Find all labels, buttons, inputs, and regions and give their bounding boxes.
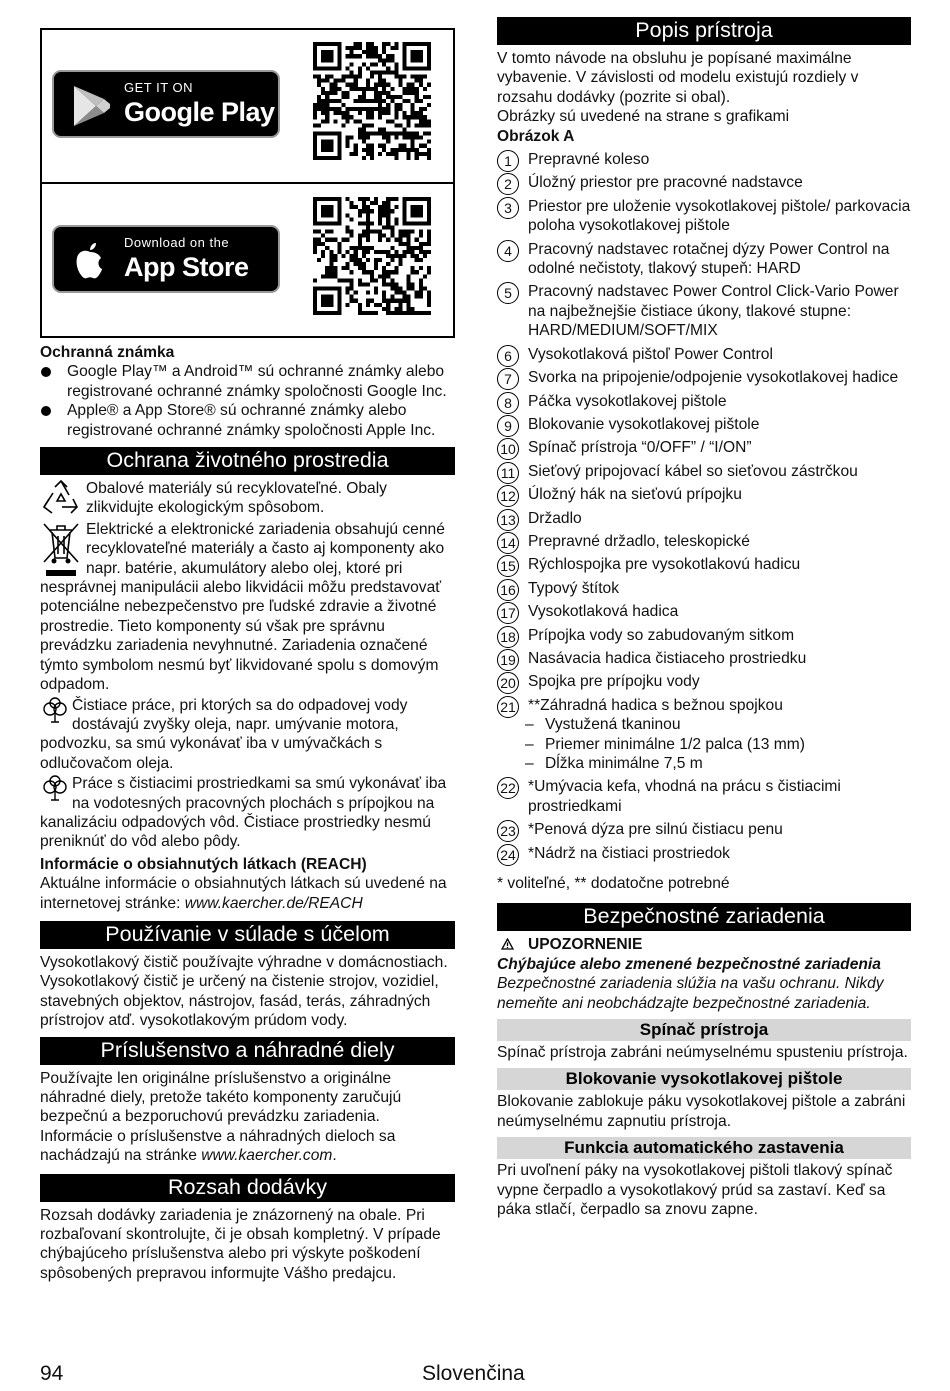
warning-text: Bezpečnostné zariadenia slúžia na vašu ochranu. Nikdy nemeňte ani neobchádzajte bezpečnostné zariadenia. [497, 975, 884, 1012]
parts-list-item [497, 696, 911, 715]
parts-list-item [497, 820, 911, 839]
reach-link[interactable]: www.kaercher.de/REACH [184, 894, 363, 912]
warning-heading [497, 935, 911, 954]
item-text: *Nádrž na čistiaci prostriedok [528, 844, 730, 862]
env-packaging [40, 479, 455, 518]
parts-list-item [497, 173, 911, 192]
apple-icon [68, 239, 112, 283]
item-text: Vysokotlaková pištoľ Power Control [528, 345, 773, 363]
item-text: Blokovanie vysokotlakovej pištole [528, 415, 760, 433]
parts-list-item [497, 392, 911, 411]
subsection-title-auto-stop: Funkcia automatického zastavenia [497, 1137, 911, 1159]
env-detergent [40, 774, 455, 852]
section-title-accessories: Príslušenstvo a náhradné diely [40, 1037, 455, 1065]
parts-list-item [497, 438, 911, 457]
item-text: Prepravné koleso [528, 151, 650, 169]
oil-drop-icon [40, 696, 70, 726]
app-store-box [40, 28, 455, 338]
env-packaging-text: Obalové materiály sú recyklovateľné. Obaly zlikvidujte ekologickým spôsobom. [86, 480, 387, 517]
google-play-row [42, 30, 453, 184]
google-play-qr-code [313, 42, 431, 160]
hose-requirement-item [497, 735, 911, 754]
left-column [40, 16, 455, 1283]
item-number-badge: 8 [497, 392, 519, 414]
item-text: Sieťový pripojovací kábel so sieťovou zástrčkou [528, 462, 858, 480]
google-play-badge[interactable] [52, 70, 280, 138]
parts-list-item [497, 626, 911, 645]
bullet-text: Apple® a App Store® sú ochranné známky alebo registrované ochranné známky spoločnosti Apple Inc. [67, 402, 436, 439]
item-number-badge: 12 [497, 485, 519, 507]
hose-requirement-item [497, 715, 911, 734]
parts-list [497, 150, 911, 863]
item-number-badge: 14 [497, 532, 519, 554]
accessories-link[interactable]: www.kaercher.com [201, 1147, 333, 1165]
parts-list-item [497, 555, 911, 574]
accessories-period: . [332, 1147, 337, 1165]
parts-list-item [497, 415, 911, 434]
footer-language: Slovenčina [422, 1362, 525, 1385]
right-column [497, 16, 911, 1220]
item-text: Svorka na pripojenie/odpojenie vysokotlakovej hadice [528, 369, 899, 387]
item-text: Vysokotlaková hadica [528, 603, 679, 621]
item-number-badge: 23 [497, 820, 519, 842]
section-title-safety: Bezpečnostné zariadenia [497, 903, 911, 931]
description-footnote: * voliteľné, ** dodatočne potrebné [497, 875, 730, 893]
parts-list-item [497, 777, 911, 816]
item-number-badge: 5 [497, 282, 519, 304]
reach-text: Aktuálne informácie o obsiahnutých látkach sú uvedené na internetovej stránke: [40, 875, 447, 912]
item-text: Pracovný nadstavec rotačnej dýzy Power Control na odolné nečistoty, tlakový stupeň: HARD [528, 240, 890, 278]
google-play-icon [68, 84, 112, 128]
hose-requirement-text: Priemer minimálne 1/2 palca (13 mm) [545, 735, 805, 753]
env-electrical-text: Elektrické a elektronické zariadenia obsahujú cenné recyklovateľné materiály a často aj komponenty ako napr. batérie, akumulátory alebo olej, ktoré pri nesprávnej manipulácii alebo likvidácii môžu predstavovať potenciálne nebezpečenstvo pre ľudské zdravie a životné prostredie. Tieto komponenty sú však pre správnu prevádzku zariadenia nevyhnutné. Zariadenia označené týmto symbolom nesmú byť likvidované spolu s domovým odpadom. [40, 520, 445, 694]
section-title-use: Používanie v súlade s účelom [40, 921, 455, 949]
lock-text: Blokovanie zablokuje páku vysokotlakovej pištole a zabráni neúmyselnému zapnutiu prístroja. [497, 1093, 906, 1130]
dash-icon: – [525, 735, 534, 753]
item-number-badge: 21 [497, 696, 519, 718]
env-oil [40, 696, 455, 774]
parts-list-item [497, 509, 911, 528]
env-detergent-text: Práce s čistiacimi prostriedkami sa smú vykonávať iba na vodotesných pracovných plochách s prípojkou na kanalizáciu odpadových vôd. Čistiace prostriedky nesmú preniknúť do vôd alebo pôdy. [40, 775, 447, 851]
item-text: **Záhradná hadica s bežnou spojkou [528, 696, 783, 714]
description-intro: V tomto návode na obsluhu je popísané maximálne vybavenie. V závislosti od modelu existujú rozdiely v rozsahu dodávky (pozrite si obal). [497, 50, 859, 106]
item-text: Úložný hák na sieťovú prípojku [528, 486, 742, 504]
item-number-badge: 7 [497, 368, 519, 390]
item-text: *Penová dýza pre silnú čistiacu penu [528, 821, 783, 839]
item-text: Prepravné držadlo, teleskopické [528, 532, 750, 550]
parts-list-item [497, 672, 911, 691]
bullet-text: Google Play™ a Android™ sú ochranné známky alebo registrované ochranné známky spoločnosti Google Inc. [67, 363, 447, 400]
section-title-scope: Rozsah dodávky [40, 1174, 455, 1202]
warning-bold-text: Chýbajúce alebo zmenené bezpečnostné zariadenia [497, 955, 881, 973]
item-text: Úložný priestor pre pracovné nadstavce [528, 174, 803, 192]
item-number-badge: 4 [497, 240, 519, 262]
item-text: Prípojka vody so zabudovaným sitkom [528, 626, 795, 644]
item-number-badge: 9 [497, 415, 519, 437]
accessories-paragraph-1: Používajte len originálne príslušenstvo a originálne náhradné diely, pretože takéto komponenty zaručujú bezpečnú a bezporuchovú prevádzku zariadenia. [40, 1069, 402, 1126]
scope-paragraph: Rozsah dodávky zariadenia je znázornený na obale. Pri rozbaľovaní skontrolujte, či je obsah kompletný. V prípade chýbajúceho príslušenstva alebo pri výskyte poškodení spôsobených prepravou informujte Vášho predajcu. [40, 1206, 441, 1282]
trademark-bullet-apple [40, 401, 455, 440]
google-badge-caption: GET IT ON [124, 80, 194, 95]
item-text: Spínač prístroja “0/OFF” / “I/ON” [528, 439, 752, 457]
accessories-text: Informácie o príslušenstve a náhradných dieloch sa nachádzajú na stránke [40, 1127, 396, 1165]
parts-list-item [497, 649, 911, 668]
subsection-title-switch: Spínač prístroja [497, 1019, 911, 1041]
item-number-badge: 18 [497, 626, 519, 648]
item-number-badge: 19 [497, 649, 519, 671]
crossed-bin-icon [40, 520, 82, 578]
parts-list-item [497, 345, 911, 364]
item-number-badge: 10 [497, 438, 519, 460]
description-figures: Obrázky sú uvedené na strane s grafikami [497, 108, 790, 126]
apple-badge-caption: Download on the [124, 235, 230, 250]
use-paragraph-1: Vysokotlakový čistič používajte výhradne v domácnostiach. [40, 953, 448, 971]
auto-stop-text: Pri uvoľnení páky na vysokotlakovej pištoli tlakový spínač vypne čerpadlo a vysokotlakový prúd sa zastaví. Keď sa páka stlačí, čerpadlo sa znovu zapne. [497, 1162, 893, 1219]
item-text: *Umývacia kefa, vhodná na prácu s čistiacimi prostriedkami [528, 778, 841, 815]
parts-list-item [497, 282, 911, 340]
section-title-description: Popis prístroja [497, 17, 911, 45]
accessories-paragraph-2 [40, 1127, 455, 1166]
reach-paragraph [40, 874, 455, 913]
item-number-badge: 13 [497, 509, 519, 531]
parts-list-item [497, 462, 911, 481]
trademark-heading: Ochranná známka [40, 344, 175, 361]
page-number: 94 [40, 1362, 64, 1385]
env-electrical [40, 520, 455, 695]
item-number-badge: 17 [497, 602, 519, 624]
dash-icon: – [525, 755, 534, 772]
item-number-badge: 16 [497, 579, 519, 601]
warning-triangle-icon [501, 938, 514, 950]
item-text: Spojka pre prípojku vody [528, 673, 700, 691]
item-text: Páčka vysokotlakovej pištole [528, 392, 727, 410]
app-store-qr-code [313, 197, 431, 315]
item-text: Držadlo [528, 509, 582, 527]
dash-icon: – [525, 716, 534, 734]
apple-badge-title: App Store [124, 252, 249, 282]
parts-list-item [497, 240, 911, 279]
hose-requirement-text: Dĺžka minimálne 7,5 m [545, 755, 703, 772]
parts-list-item [497, 368, 911, 387]
app-store-row [42, 185, 453, 339]
item-text: Nasávacia hadica čistiaceho prostriedku [528, 649, 807, 667]
item-number-badge: 1 [497, 150, 519, 172]
bullet-dot-icon [41, 367, 51, 377]
reach-heading: Informácie o obsiahnutých látkach (REACH) [40, 855, 367, 873]
item-text: Rýchlospojka pre vysokotlakovú hadicu [528, 556, 801, 574]
parts-list-item [497, 485, 911, 504]
parts-list-item [497, 532, 911, 551]
recycling-icon [40, 479, 82, 519]
parts-list-item [497, 197, 911, 236]
hose-requirement-item [497, 754, 911, 773]
bullet-dot-icon [41, 406, 51, 416]
item-number-badge: 3 [497, 197, 519, 219]
item-text: Typový štítok [528, 579, 619, 597]
hose-requirement-text: Vystužená tkaninou [545, 716, 681, 734]
item-number-badge: 11 [497, 462, 519, 484]
item-number-badge: 6 [497, 345, 519, 367]
env-oil-text: Čistiace práce, pri ktorých sa do odpadovej vody dostávajú zvyšky oleja, napr. umývanie motora, podvozku, sa smú vykonávať iba v umývačkách s odlučovačom oleja. [40, 696, 408, 772]
item-text: Pracovný nadstavec Power Control Click-Vario Power na najbežnejšie čistiace úkony, tlakové stupne: HARD/MEDIUM/SOFT/MIX [528, 283, 899, 340]
item-number-badge: 20 [497, 672, 519, 694]
use-paragraph-2: Vysokotlakový čistič je určený na čistenie strojov, vozidiel, stavebných objektov, nástrojov, fasád, terás, záhradných prístrojov atď. vysokotlakovým prúdom vody. [40, 973, 439, 1030]
app-store-badge[interactable] [52, 225, 280, 293]
parts-list-item [497, 844, 911, 863]
item-number-badge: 2 [497, 173, 519, 195]
parts-list-item [497, 602, 911, 621]
detergent-tree-icon [40, 774, 70, 804]
parts-list-item [497, 579, 911, 598]
subsection-title-lock: Blokovanie vysokotlakovej pištole [497, 1068, 911, 1090]
parts-list-item [497, 150, 911, 169]
section-title-environment: Ochrana životného prostredia [40, 447, 455, 475]
switch-text: Spínač prístroja zabráni neúmyselnému spusteniu prístroja. [497, 1044, 908, 1062]
trademark-bullet-google [40, 362, 455, 401]
item-text: Priestor pre uloženie vysokotlakovej pištole/ parkovacia poloha vysokotlakovej pištole [528, 197, 911, 235]
item-number-badge: 15 [497, 555, 519, 577]
item-number-badge: 22 [497, 777, 519, 799]
google-badge-title: Google Play [124, 97, 275, 127]
item-number-badge: 24 [497, 844, 519, 866]
warning-label: UPOZORNENIE [528, 936, 643, 954]
figure-label: Obrázok A [497, 127, 575, 145]
